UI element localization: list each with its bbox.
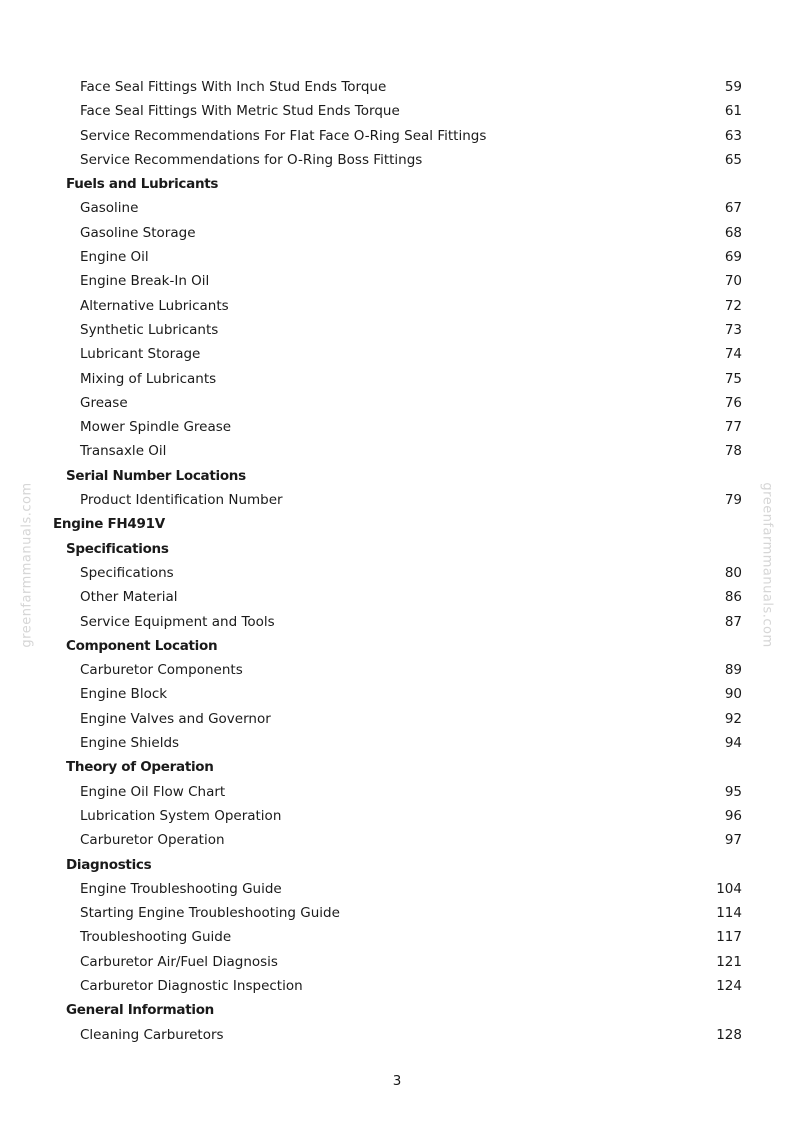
toc-entry-title: Engine Block xyxy=(80,686,168,703)
toc-entry[interactable] xyxy=(0,707,794,731)
toc-entry-page: 95 xyxy=(724,783,742,800)
toc-entry-page: 124 xyxy=(716,977,742,994)
toc-entry-title: Specifications xyxy=(80,564,174,581)
toc-entry-page: 77 xyxy=(724,419,742,436)
page-number: 3 xyxy=(392,1073,402,1089)
toc-entry-title: Grease xyxy=(80,394,128,411)
toc-section-heading xyxy=(0,853,794,877)
toc-entry[interactable] xyxy=(0,1023,794,1047)
toc-entry-title: Engine Shields xyxy=(80,735,180,752)
toc-entry-page: 65 xyxy=(724,151,742,168)
toc-entry-title: Fuels and Lubricants xyxy=(66,176,219,193)
toc-entry-title: Carburetor Operation xyxy=(80,832,225,849)
toc-section-heading xyxy=(0,998,794,1022)
table-of-contents xyxy=(0,75,794,1047)
toc-entry-title: Product Identification Number xyxy=(80,492,283,509)
toc-entry-title: Troubleshooting Guide xyxy=(80,929,232,946)
toc-entry-title: Lubricant Storage xyxy=(80,346,201,363)
toc-entry-title: Carburetor Air/Fuel Diagnosis xyxy=(80,953,278,970)
toc-entry-page: 87 xyxy=(724,613,742,630)
toc-entry[interactable] xyxy=(0,780,794,804)
toc-entry-title: Carburetor Components xyxy=(80,662,243,679)
toc-entry[interactable] xyxy=(0,950,794,974)
toc-entry-page: 86 xyxy=(724,589,742,606)
toc-entry-title: General Information xyxy=(66,1002,214,1019)
toc-section-heading xyxy=(0,464,794,488)
toc-entry-page: 128 xyxy=(716,1026,742,1043)
toc-entry-title: Specifications xyxy=(66,540,169,557)
watermark-right: greenfarmmanuals.com xyxy=(759,482,775,648)
toc-entry-page: 92 xyxy=(724,710,742,727)
toc-entry[interactable] xyxy=(0,269,794,293)
toc-entry-page: 74 xyxy=(724,346,742,363)
toc-entry-page: 121 xyxy=(716,953,742,970)
toc-entry[interactable] xyxy=(0,731,794,755)
toc-entry-page: 75 xyxy=(724,370,742,387)
toc-entry-title: Starting Engine Troubleshooting Guide xyxy=(80,905,340,922)
toc-entry-title: Service Recommendations For Flat Face O-Ring Seal Fittings xyxy=(80,127,487,144)
toc-entry[interactable] xyxy=(0,75,794,99)
toc-entry-title: Service Equipment and Tools xyxy=(80,613,275,630)
toc-entry[interactable] xyxy=(0,828,794,852)
toc-entry[interactable] xyxy=(0,367,794,391)
toc-entry[interactable] xyxy=(0,658,794,682)
toc-entry-title: Engine FH491V xyxy=(53,516,165,533)
toc-entry[interactable] xyxy=(0,124,794,148)
toc-section-heading xyxy=(0,634,794,658)
toc-entry-page: 69 xyxy=(724,249,742,266)
toc-entry-page: 68 xyxy=(724,224,742,241)
toc-entry-title: Serial Number Locations xyxy=(66,467,246,484)
toc-entry[interactable] xyxy=(0,901,794,925)
toc-entry[interactable] xyxy=(0,974,794,998)
toc-entry-page: 73 xyxy=(724,321,742,338)
toc-section-heading xyxy=(0,537,794,561)
toc-entry-title: Engine Valves and Governor xyxy=(80,710,271,727)
toc-entry-title: Gasoline xyxy=(80,200,139,217)
toc-entry-page: 80 xyxy=(724,564,742,581)
toc-entry[interactable] xyxy=(0,318,794,342)
toc-entry[interactable] xyxy=(0,925,794,949)
toc-entry-title: Carburetor Diagnostic Inspection xyxy=(80,977,303,994)
toc-entry-page: 79 xyxy=(724,492,742,509)
toc-entry-page: 70 xyxy=(724,273,742,290)
toc-entry-title: Face Seal Fittings With Inch Stud Ends Torque xyxy=(80,79,387,95)
toc-entry-page: 96 xyxy=(724,807,742,824)
toc-entry-page: 63 xyxy=(724,127,742,144)
toc-entry-title: Transaxle Oil xyxy=(80,443,167,460)
toc-entry-page: 72 xyxy=(724,297,742,314)
toc-entry-title: Engine Break-In Oil xyxy=(80,273,210,290)
toc-entry-title: Face Seal Fittings With Metric Stud Ends Torque xyxy=(80,103,400,120)
toc-entry-page: 90 xyxy=(724,686,742,703)
toc-entry-title: Theory of Operation xyxy=(66,759,214,776)
toc-entry[interactable] xyxy=(0,294,794,318)
toc-entry[interactable] xyxy=(0,196,794,220)
toc-entry[interactable] xyxy=(0,610,794,634)
toc-entry-title: Service Recommendations for O-Ring Boss Fittings xyxy=(80,151,423,168)
toc-entry[interactable] xyxy=(0,415,794,439)
toc-entry-page: 59 xyxy=(724,79,742,95)
toc-entry-page: 61 xyxy=(724,103,742,120)
toc-entry-page: 117 xyxy=(716,929,742,946)
toc-entry[interactable] xyxy=(0,804,794,828)
toc-entry-page: 78 xyxy=(724,443,742,460)
toc-entry-title: Mixing of Lubricants xyxy=(80,370,217,387)
toc-entry[interactable] xyxy=(0,221,794,245)
toc-entry-title: Engine Oil Flow Chart xyxy=(80,783,226,800)
toc-entry-title: Engine Troubleshooting Guide xyxy=(80,880,282,897)
toc-entry[interactable] xyxy=(0,99,794,123)
toc-entry[interactable] xyxy=(0,391,794,415)
toc-entry-title: Gasoline Storage xyxy=(80,224,196,241)
watermark-left: greenfarmmanuals.com xyxy=(19,482,35,648)
toc-entry[interactable] xyxy=(0,585,794,609)
toc-entry[interactable] xyxy=(0,682,794,706)
toc-section-heading xyxy=(0,512,794,536)
toc-entry-page: 114 xyxy=(716,905,742,922)
toc-entry[interactable] xyxy=(0,561,794,585)
toc-entry-title: Mower Spindle Grease xyxy=(80,419,232,436)
toc-entry[interactable] xyxy=(0,439,794,463)
toc-entry[interactable] xyxy=(0,342,794,366)
toc-section-heading xyxy=(0,172,794,196)
toc-entry-page: 76 xyxy=(724,394,742,411)
toc-section-heading xyxy=(0,755,794,779)
toc-entry[interactable] xyxy=(0,877,794,901)
toc-entry-page: 104 xyxy=(716,880,742,897)
toc-entry[interactable] xyxy=(0,148,794,172)
toc-entry-title: Lubrication System Operation xyxy=(80,807,282,824)
toc-entry-page: 89 xyxy=(724,662,742,679)
toc-entry-page: 97 xyxy=(724,832,742,849)
toc-entry-title: Synthetic Lubricants xyxy=(80,321,219,338)
toc-entry-page: 94 xyxy=(724,735,742,752)
toc-entry[interactable] xyxy=(0,488,794,512)
toc-entry-title: Engine Oil xyxy=(80,249,149,266)
toc-entry-title: Cleaning Carburetors xyxy=(80,1026,224,1043)
toc-entry[interactable] xyxy=(0,245,794,269)
toc-entry-title: Component Location xyxy=(66,637,218,654)
toc-entry-title: Other Material xyxy=(80,589,178,606)
toc-entry-page: 67 xyxy=(724,200,742,217)
toc-entry-title: Alternative Lubricants xyxy=(80,297,229,314)
toc-entry-title: Diagnostics xyxy=(66,856,152,873)
